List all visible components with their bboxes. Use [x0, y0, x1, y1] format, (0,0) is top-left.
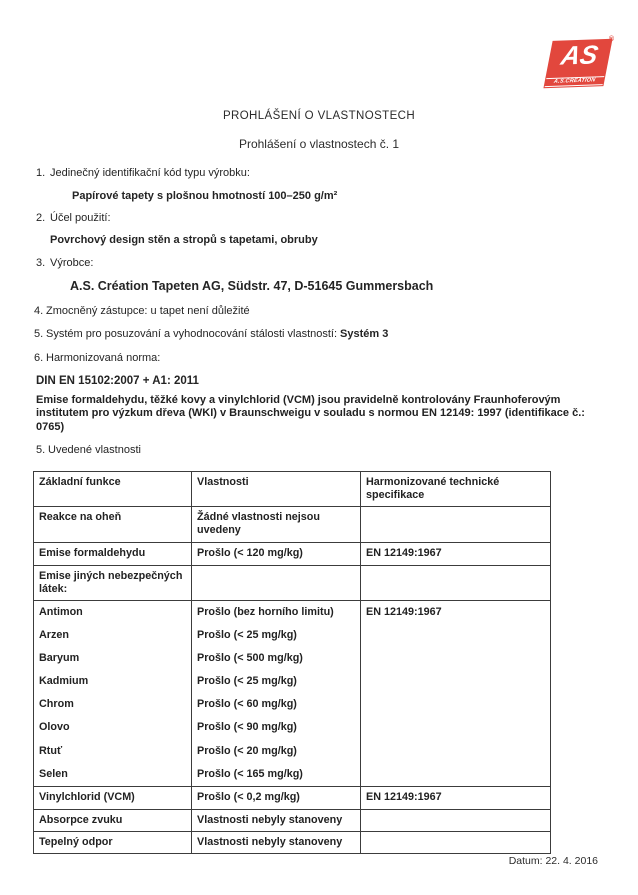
item-1-value: Papírové tapety s plošnou hmotností 100–250 g/m² [72, 190, 338, 202]
control-note [36, 394, 585, 434]
item-2-value: Povrchový design stěn a stropů s tapetami, obruby [50, 234, 318, 246]
item-2-label: 2. Účel použití: [36, 212, 111, 224]
harmonized-standard: DIN EN 15102:2007 + A1: 2011 [36, 375, 199, 387]
item-3-label: 3. Výrobce: [36, 257, 94, 269]
cell-thermal-value: Vlastnosti nebyly stanoveny [192, 831, 361, 853]
properties-heading-number: 5. [36, 444, 46, 456]
logo-caption: A.S.CRÉATION [545, 76, 605, 87]
cell-thermal-spec [361, 831, 551, 853]
item-3-number: 3. [36, 257, 46, 269]
control-note-line: 0765) [36, 420, 65, 433]
cell-sound-value: Vlastnosti nebyly stanoveny [192, 809, 361, 831]
cell-fire-name: Reakce na oheň [34, 507, 192, 543]
cell-metal-values: Prošlo (bez horního limitu) Prošlo (< 25 mg/kg) Prošlo (< 500 mg/kg) Prošlo (< 25 mg/kg) Prošlo (< 60 mg/kg) Prošlo (< 90 mg/kg) Prošlo (< 20 mg/kg) Prošlo (< 165 mg/kg) [192, 601, 361, 787]
item-1-label: 1. Jedinečný identifikační kód typu výrobku: [36, 167, 250, 179]
col-header-properties: Vlastnosti [192, 472, 361, 507]
cell-sound-spec [361, 809, 551, 831]
control-note-line: institutem pro výzkum dřeva (WKI) v Braunschweigu v souladu s normou EN 12149: 1997 (identifikace č.: [36, 407, 585, 420]
registered-trademark-icon: ® [608, 36, 614, 43]
table-row-metals [34, 601, 551, 787]
cell-metals-spec: EN 12149:1967 [361, 601, 551, 787]
item-1-number: 1. [36, 167, 46, 179]
document-subtitle: Prohlášení o vlastnostech č. 1 [238, 137, 400, 151]
table-row [34, 566, 551, 601]
date-label: Datum: 22. 4. 2016 [508, 855, 598, 867]
item-5-label: 5. Systém pro posuzování a vyhodnocování stálosti vlastností: Systém 3 [34, 328, 389, 340]
cell-vcm-name: Vinylchlorid (VCM) [34, 786, 192, 809]
item-4-number: 4. [34, 305, 44, 317]
cell-thermal-name: Tepelný odpor [34, 831, 192, 853]
cell-formaldehyde-spec: EN 12149:1967 [361, 543, 551, 566]
cell-metal-names: Antimon Arzen Baryum Kadmium Chrom Olovo Rtuť Selen [34, 601, 192, 787]
properties-table [33, 471, 551, 854]
cell-other-emissions-name: Emise jiných nebezpečných látek: [34, 566, 192, 601]
table-header-row [34, 472, 551, 507]
item-5-number: 5. [34, 328, 44, 340]
table-row [34, 786, 551, 809]
as-monogram: AS [558, 39, 601, 71]
cell-formaldehyde-value: Prošlo (< 120 mg/kg) [192, 543, 361, 566]
item-5-value: Systém 3 [340, 328, 389, 340]
col-header-basic-function: Základní funkce [34, 472, 192, 507]
cell-vcm-spec: EN 12149:1967 [361, 786, 551, 809]
cell-formaldehyde-name: Emise formaldehydu [34, 543, 192, 566]
cell-fire-value: Žádné vlastnosti nejsou uvedeny [192, 507, 361, 543]
cell-vcm-value: Prošlo (< 0,2 mg/kg) [192, 786, 361, 809]
item-2-number: 2. [36, 212, 46, 224]
cell-other-emissions-spec [361, 566, 551, 601]
cell-other-emissions-value [192, 566, 361, 601]
logo-parallelogram [543, 39, 612, 88]
col-header-harmonized-spec: Harmonizované technické specifikace [361, 472, 551, 507]
control-note-line: Emise formaldehydu, těžké kovy a vinylchlorid (VCM) jsou pravidelně kontrolovány Fraunhoferovým [36, 394, 561, 406]
cell-sound-name: Absorpce zvuku [34, 809, 192, 831]
table-row [34, 809, 551, 831]
item-3-value: A.S. Création Tapeten AG, Südstr. 47, D-51645 Gummersbach [70, 279, 434, 293]
item-4-label: 4. Zmocněný zástupce: u tapet není důležité [34, 305, 250, 317]
item-6-number: 6. [34, 352, 44, 364]
table-row [34, 831, 551, 853]
cell-fire-spec [361, 507, 551, 543]
item-6-label: 6. Harmonizovaná norma: [34, 352, 161, 364]
table-row [34, 507, 551, 543]
document-title: PROHLÁŠENÍ O VLASTNOSTECH [222, 110, 416, 122]
as-creation-logo [548, 36, 614, 87]
properties-heading: 5. Uvedené vlastnosti [36, 444, 141, 456]
table-row [34, 543, 551, 566]
